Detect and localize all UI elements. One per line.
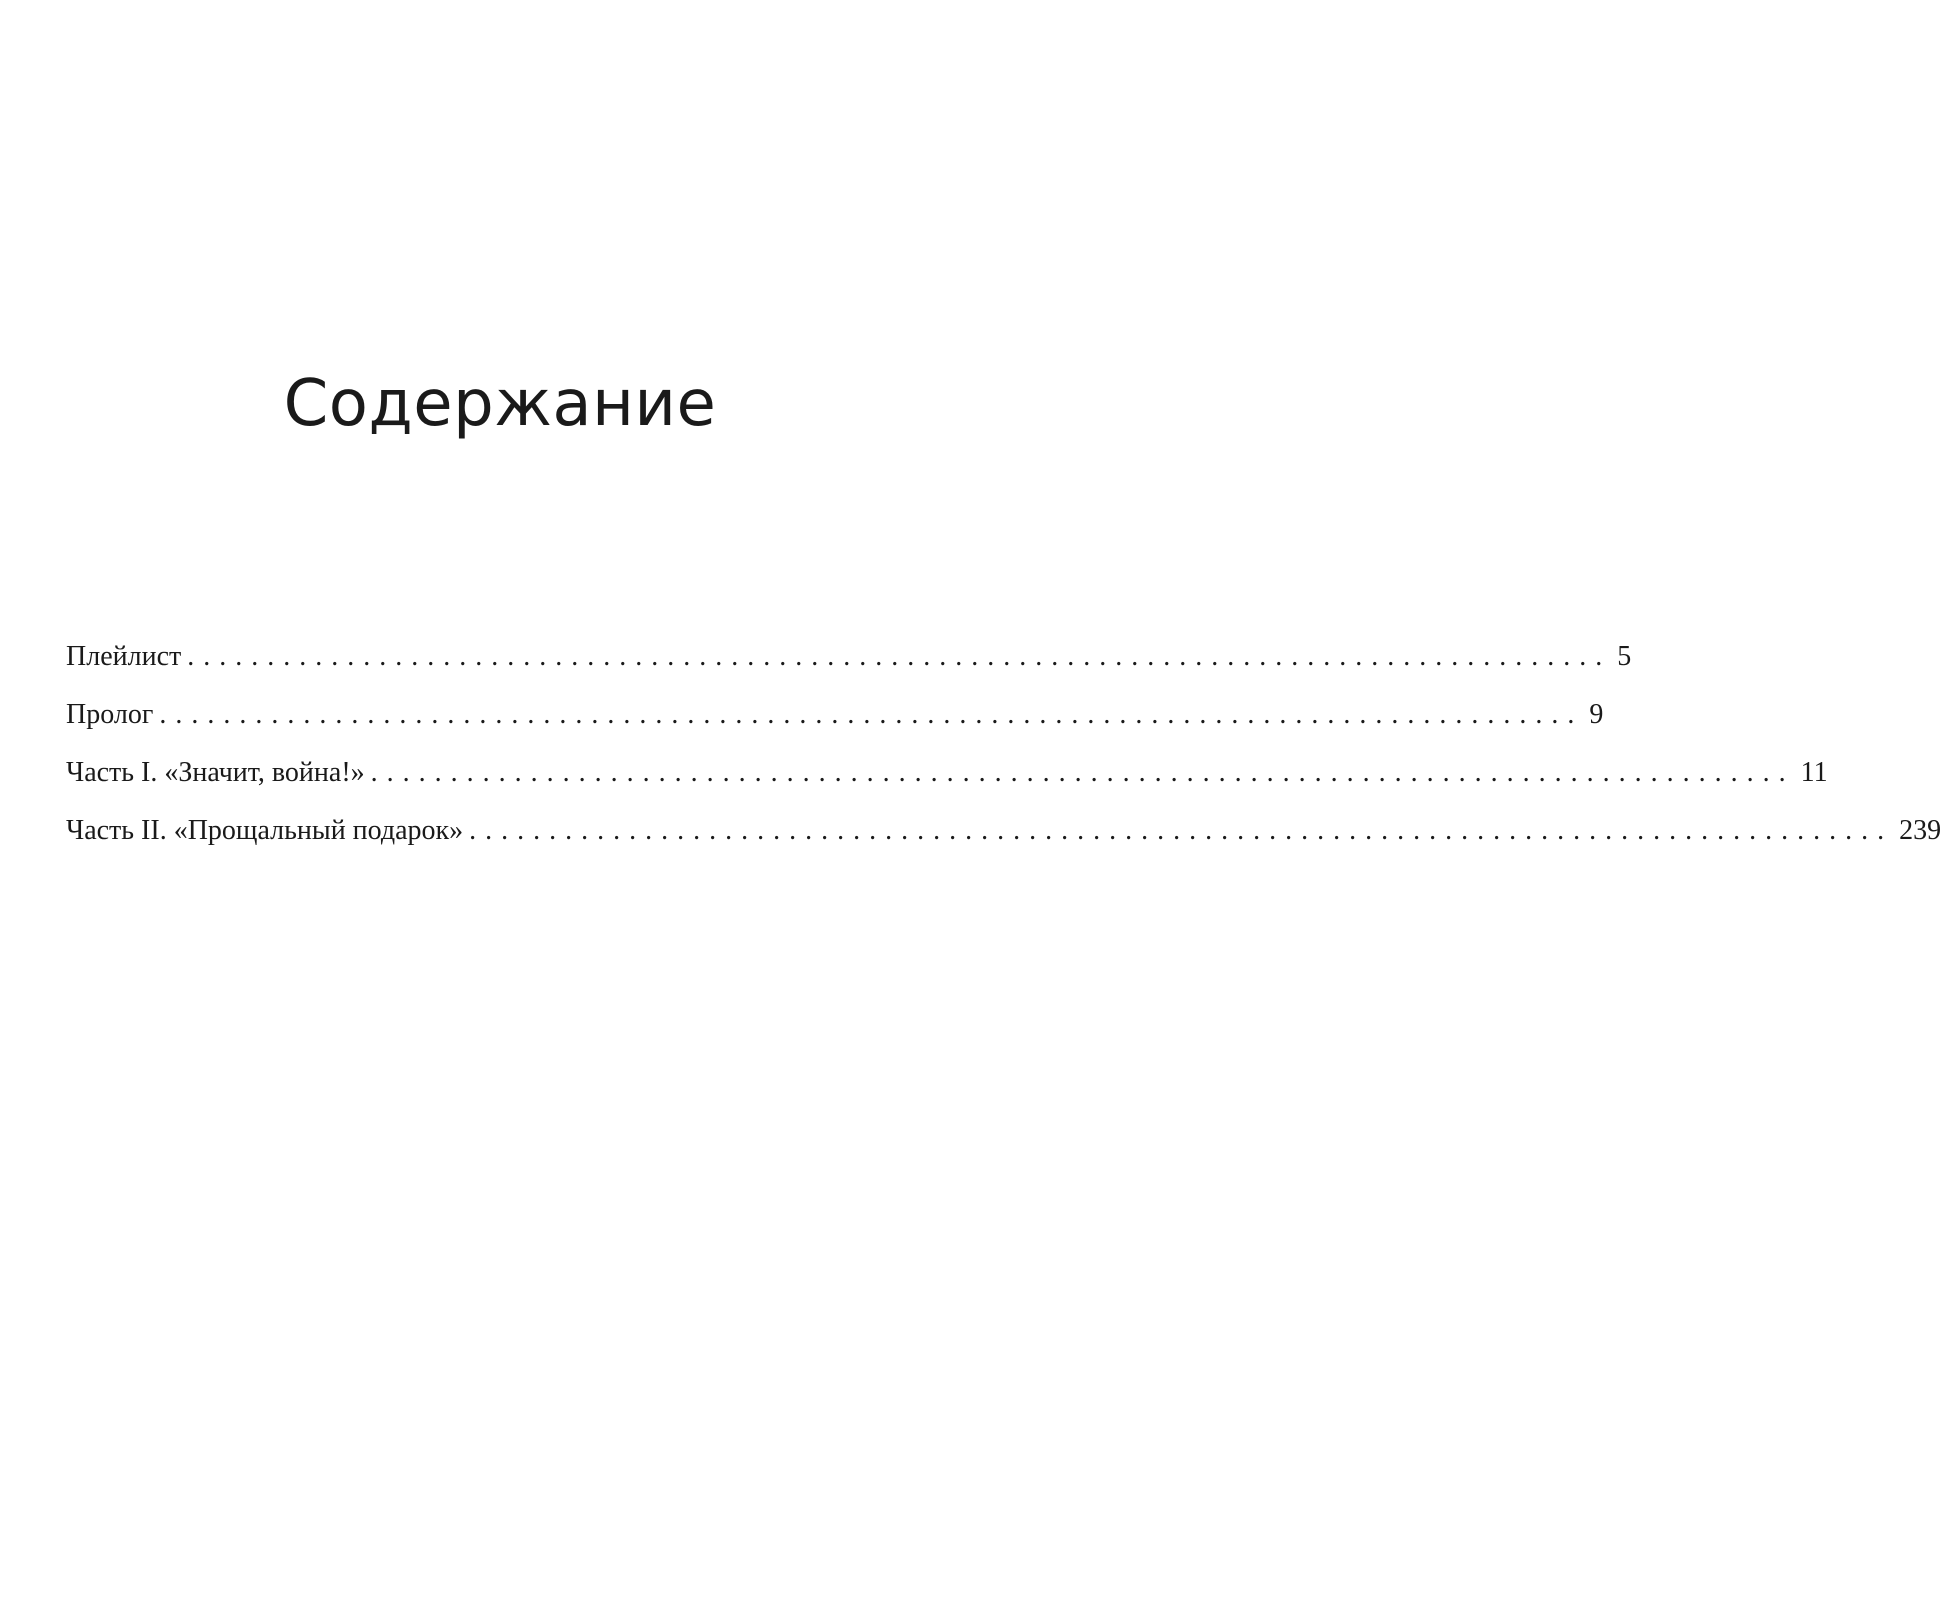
dot-leader: .........................................................................................	[469, 815, 1894, 846]
toc-entry-part-2	[66, 814, 1941, 872]
toc-entry-playlist	[66, 640, 1632, 698]
toc-entry-page-number: 5	[1617, 641, 1632, 672]
dot-leader: .........................................................................................	[159, 699, 1584, 730]
toc-entry-label: Часть II. «Прощальный подарок»	[66, 815, 464, 846]
toc-entry-label: Пролог	[66, 699, 154, 730]
dot-leader: .........................................................................................	[370, 757, 1795, 788]
toc-entry-prologue	[66, 698, 1604, 756]
toc-entry-part-1	[66, 756, 1828, 814]
toc-entry-label: Часть I. «Значит, война!»	[66, 757, 365, 788]
table-of-contents	[66, 640, 1941, 872]
toc-entry-page-number: 11	[1800, 757, 1828, 788]
dot-leader: .........................................................................................	[187, 641, 1612, 672]
toc-entry-page-number: 9	[1589, 699, 1604, 730]
toc-entry-label: Плейлист	[66, 641, 182, 672]
toc-entry-page-number: 239	[1899, 815, 1941, 846]
page-title: Содержание	[283, 367, 717, 441]
